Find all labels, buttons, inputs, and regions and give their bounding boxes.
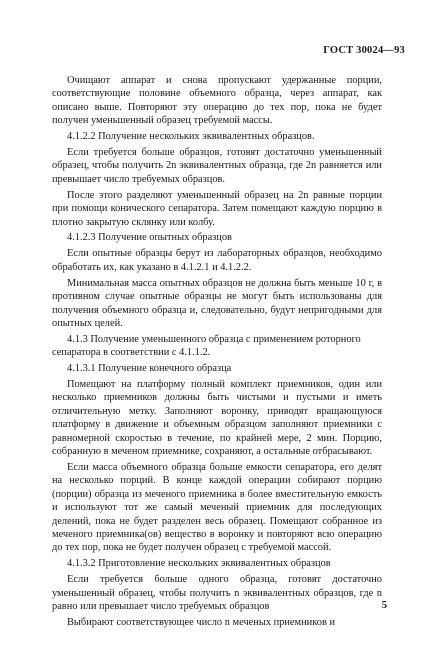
page-number: 5 (381, 600, 387, 611)
section-heading: 4.1.2.2 Получение нескольких эквивалентных образцов. (67, 131, 315, 143)
paragraph: Помещают на платформу полный комплект приемников, один или несколько приемников должны быть чистыми и пустыми и иметь отличительную метку. Заполняют воронку, приводят вращающуюся платформу в движение и объемным образцом заполняют приемники с равномерной скоростью в течение, по крайней мере, 2 мин. Порцию, собранную в меченом приемнике, сохраняют, а остальные отбрасывают. (52, 379, 382, 458)
paragraph: Выбирают соответствующее число n меченых приемников и (67, 616, 336, 628)
section-heading: 4.1.3.2 Приготовление нескольких эквивалентных образцов (67, 558, 331, 570)
standard-header: ГОСТ 30024—93 (323, 45, 405, 56)
document-body (52, 74, 382, 632)
paragraph: После этого разделяют уменьшенный образец на 2n равные порции при помощи конического сепаратора. Затем помещают каждую порцию в плотно закрытую склянку или колбу. (52, 189, 382, 228)
paragraph: Минимальная масса опытных образцов не должна быть меньше 10 г, в противном случае опытные образцы не могут быть использованы для получения объемного образца и, следовательно, будут непригодными для опытных целей. (52, 277, 382, 329)
section-heading: 4.1.2.3 Получение опытных образцов (67, 232, 232, 244)
section-heading: 4.1.3.1 Получение конечного образца (67, 363, 232, 375)
paragraph: Очищают аппарат и снова пропускают удержанные порции, соответствующие половине объемного образца, через аппарат, как описано выше. Повторяют эту операцию до тех пор, пока не будет получен уменьшенный образец требуемой массы. (52, 75, 382, 127)
paragraph: Если требуется больше одного образца, готовят достаточно уменьшенный образец, чтобы получить n эквивалентных образцов, где n равно или превышает число требуемых образцов (52, 574, 382, 613)
paragraph: Если требуется больше образцов, готовят достаточно уменьшенный образец, чтобы получить 2n эквивалентных образца, где 2n равняется или превышает число требуемых образцов. (52, 147, 382, 185)
paragraph: Если масса объемного образца больше емкости сепаратора, его делят на несколько порций. В конце каждой операции собирают порцию (порции) образца из меченого приемника в более вместительную емкость и используют тот же самый меченый приемник для последующих делений, пока не будет разделен весь образец. Помещают собранное из меченого приемника(ов) вещество в воронку и повторяют всю операцию до тех пор, пока не будет получен образец с требуемой массой. (52, 461, 382, 554)
section-heading: 4.1.3 Получение уменьшенного образца с применением роторного сепаратора в соответствии с 4.1.1.2. (52, 333, 361, 359)
paragraph: Если опытные образцы берут из лабораторных образцов, необходимо обработать их, как указано в 4.1.2.1 и 4.1.2.2. (52, 248, 382, 273)
